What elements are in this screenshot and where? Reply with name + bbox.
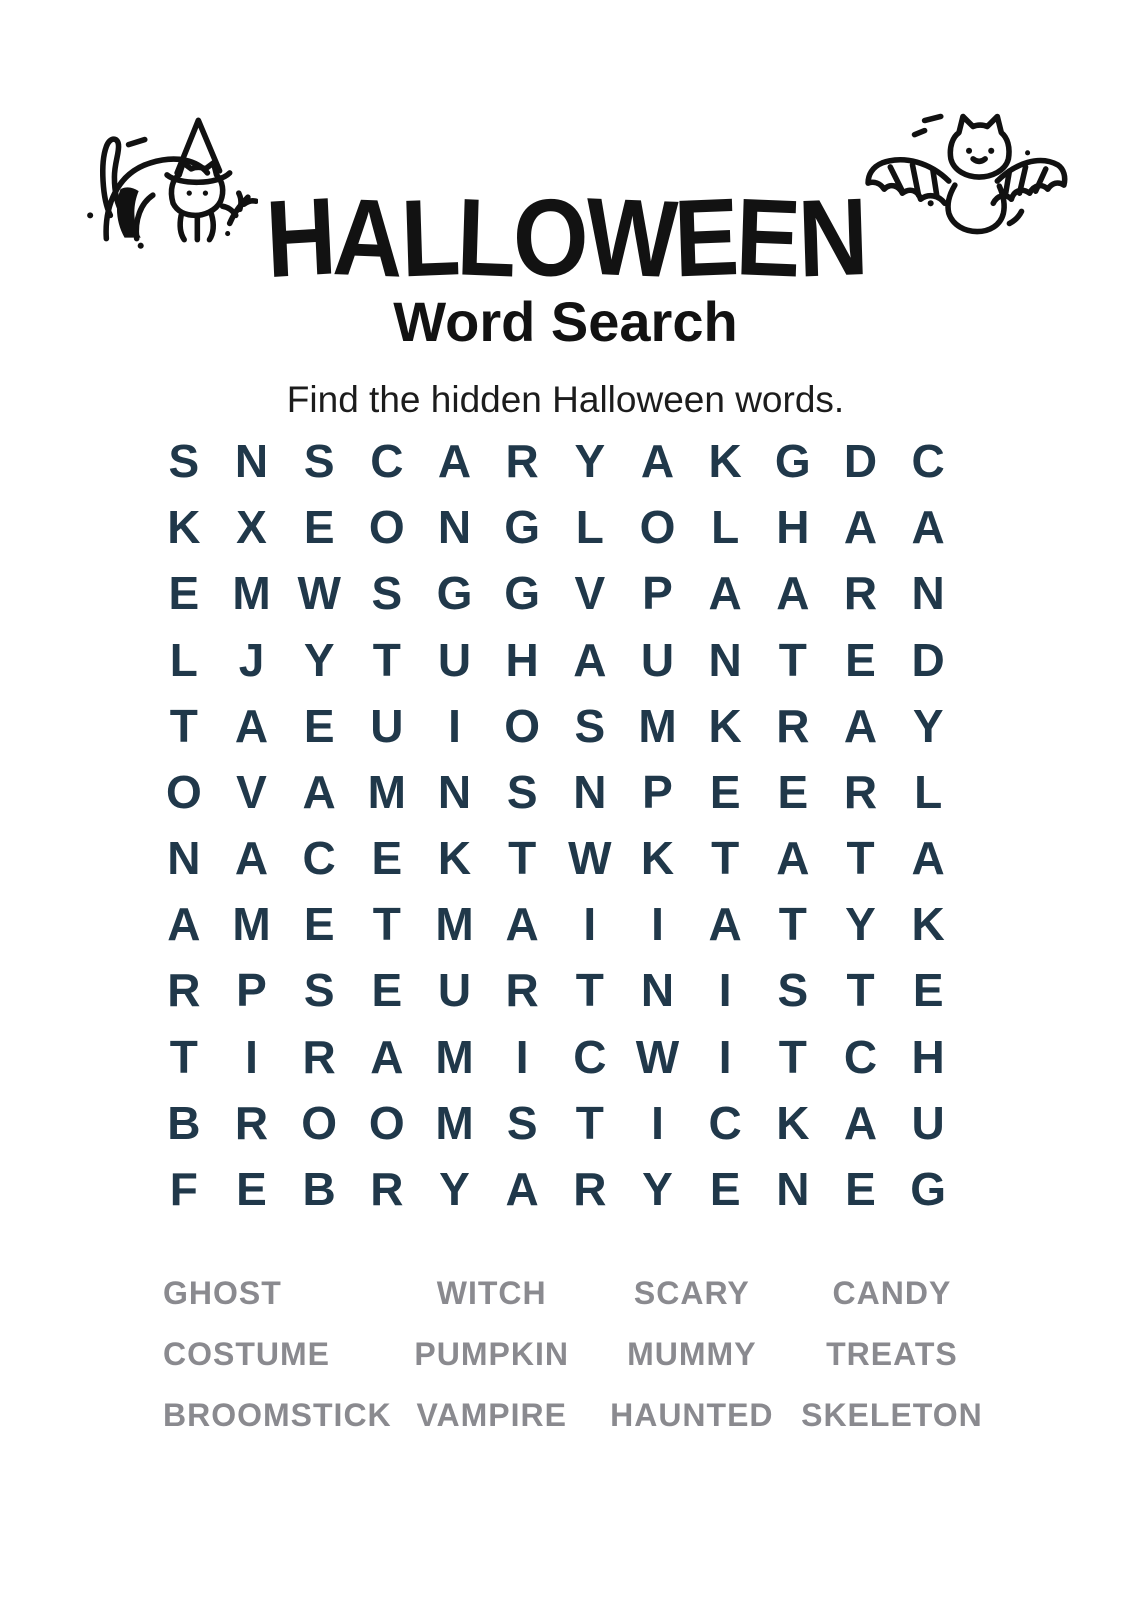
grid-letter: M [638, 699, 677, 752]
grid-letter: X [236, 501, 267, 554]
grid-letter: A [370, 1030, 404, 1083]
grid-letter: A [505, 898, 539, 951]
title-letter: W [583, 174, 676, 301]
grid-letter: O [301, 1096, 338, 1149]
grid-letter: T [575, 964, 604, 1017]
title-letter: E [733, 174, 800, 301]
grid-letter: F [169, 1162, 198, 1215]
grid-letter: L [575, 501, 604, 554]
grid-letter: S [506, 1096, 538, 1149]
grid-letter: Y [574, 435, 606, 488]
word-list-item: TREATS [826, 1335, 958, 1372]
grid-letter: E [709, 765, 741, 818]
grid-letter: N [911, 567, 945, 620]
grid-letter: C [370, 435, 404, 488]
grid-letter: R [776, 699, 810, 752]
grid-letter: O [504, 699, 541, 752]
grid-letter: A [640, 435, 675, 488]
word-list-item: SKELETON [801, 1396, 983, 1433]
grid-letter: M [232, 567, 271, 620]
grid-letter: E [371, 832, 403, 885]
grid-letter: T [169, 699, 198, 752]
grid-letter: O [368, 1096, 405, 1149]
grid-letter: I [583, 898, 597, 951]
page-title [0, 174, 1131, 301]
grid-letter: H [776, 501, 810, 554]
grid-letter: S [506, 765, 538, 818]
grid-letter: N [437, 501, 472, 554]
grid-letter: I [448, 699, 461, 752]
title-letter: L [398, 174, 459, 301]
word-list-item: SCARY [633, 1274, 750, 1311]
grid-letter: A [843, 699, 878, 752]
grid-letter: W [297, 567, 341, 620]
grid-letter: D [911, 633, 945, 686]
grid-letter: M [435, 1030, 474, 1083]
word-list-item: WITCH [436, 1274, 547, 1311]
grid-letter: Y [845, 898, 876, 951]
grid-letter: S [777, 964, 809, 1017]
grid-letter: T [169, 1030, 198, 1083]
grid-letter: E [912, 964, 944, 1017]
grid-letter: H [911, 1030, 945, 1083]
grid-letter: N [437, 765, 472, 818]
grid-letter: R [843, 567, 878, 620]
word-list [150, 1262, 992, 1445]
word-list-item: CANDY [832, 1274, 952, 1311]
grid-letter: C [708, 1096, 742, 1149]
grid-letter: T [778, 633, 807, 686]
grid-letter: T [778, 1030, 807, 1083]
grid-letter: T [372, 633, 401, 686]
grid-letter: P [236, 964, 267, 1017]
word-list-item: VAMPIRE [416, 1396, 567, 1433]
instruction-text: Find the hidden Halloween words. [286, 379, 845, 420]
grid-letter: R [505, 435, 539, 488]
grid-letter: S [168, 435, 200, 488]
grid-letter: T [711, 832, 740, 885]
grid-letter: I [718, 1030, 732, 1083]
grid-letter: O [368, 501, 405, 554]
grid-letter: M [435, 1096, 474, 1149]
grid-letter: D [843, 435, 878, 488]
word-list-item: HAUNTED [610, 1396, 774, 1433]
title-letter: H [263, 174, 337, 301]
grid-letter: I [515, 1030, 529, 1083]
grid-letter: G [774, 435, 811, 488]
grid-letter: E [777, 765, 809, 818]
grid-letter: O [165, 765, 202, 818]
grid-letter: V [574, 567, 606, 620]
grid-letter: G [436, 567, 473, 620]
grid-letter: N [708, 633, 742, 686]
grid-letter: A [505, 1162, 539, 1215]
grid-letter: E [168, 567, 200, 620]
grid-letter: O [639, 501, 676, 554]
word-list-item: COSTUME [163, 1335, 330, 1372]
grid-letter: R [234, 1096, 269, 1149]
grid-letter: M [232, 898, 271, 951]
grid-letter: U [437, 633, 472, 686]
grid-letter: T [508, 832, 537, 885]
grid-letter: G [504, 567, 541, 620]
grid-letter: N [776, 1162, 810, 1215]
grid-letter: P [642, 765, 673, 818]
grid-letter: S [574, 699, 606, 752]
grid-letter: T [575, 1096, 604, 1149]
grid-letter: U [911, 1096, 945, 1149]
grid-letter: A [776, 832, 810, 885]
grid-letter: R [573, 1162, 607, 1215]
grid-letter: R [302, 1030, 336, 1083]
title-letter: O [512, 175, 587, 300]
grid-letter: E [303, 699, 335, 752]
grid-letter: C [843, 1030, 878, 1083]
grid-letter: E [236, 1162, 267, 1215]
grid-letter: B [167, 1096, 201, 1149]
grid-letter: A [234, 832, 269, 885]
grid-letter: K [167, 501, 201, 554]
grid-letter: V [236, 765, 267, 818]
grid-letter: S [303, 964, 335, 1017]
grid-letter: M [367, 765, 406, 818]
grid-letter: I [718, 964, 732, 1017]
grid-letter: A [234, 699, 269, 752]
grid-letter: I [651, 898, 664, 951]
grid-letter: A [911, 501, 945, 554]
grid-letter: Y [439, 1162, 470, 1215]
grid-letter: K [911, 898, 945, 951]
title-letter: L [454, 174, 515, 301]
title-letter: E [672, 174, 738, 301]
grid-letter: G [910, 1162, 947, 1215]
title-letter: A [331, 174, 403, 301]
grid-letter: E [845, 633, 876, 686]
grid-letter: A [911, 832, 945, 885]
grid-letter: S [303, 435, 335, 488]
grid-letter: H [505, 633, 539, 686]
grid-letter: W [568, 832, 612, 885]
word-list-item: BROOMSTICK [163, 1396, 392, 1433]
grid-letter: C [302, 832, 336, 885]
grid-letter: P [642, 567, 673, 620]
grid-letter: C [911, 435, 945, 488]
grid-letter: E [709, 1162, 741, 1215]
grid-letter: I [651, 1096, 664, 1149]
word-list-item: PUMPKIN [414, 1335, 569, 1372]
grid-letter: R [167, 964, 201, 1017]
grid-letter: E [371, 964, 403, 1017]
word-list-item: MUMMY [627, 1335, 757, 1372]
grid-letter: T [778, 898, 807, 951]
grid-letter: A [302, 765, 336, 818]
page-subtitle: Word Search [393, 290, 738, 354]
grid-letter: E [845, 1162, 876, 1215]
grid-letter: N [234, 435, 269, 488]
grid-letter: A [167, 898, 201, 951]
grid-letter: Y [642, 1162, 673, 1215]
grid-letter: L [914, 765, 943, 818]
grid-letter: K [708, 435, 742, 488]
grid-letter: L [169, 633, 198, 686]
grid-letter: S [371, 567, 403, 620]
grid-letter: R [370, 1162, 404, 1215]
grid-letter: A [708, 567, 742, 620]
grid-letter: N [573, 765, 607, 818]
grid-letter: A [708, 898, 742, 951]
grid-letter: R [505, 964, 539, 1017]
grid-letter: A [843, 501, 878, 554]
grid-letter: T [846, 964, 875, 1017]
grid-letter: K [437, 832, 472, 885]
grid-letter: A [573, 633, 607, 686]
grid-letter: A [437, 435, 472, 488]
grid-letter: A [776, 567, 810, 620]
grid-letter: L [711, 501, 740, 554]
grid-letter: M [435, 898, 474, 951]
grid-letter: G [504, 501, 541, 554]
grid-letter: Y [912, 699, 944, 752]
grid-letter: R [843, 765, 878, 818]
grid-letter: T [372, 898, 401, 951]
grid-letter: U [437, 964, 472, 1017]
grid-letter: J [238, 633, 265, 686]
word-search-grid [150, 428, 962, 1222]
grid-letter: C [573, 1030, 607, 1083]
grid-letter: K [640, 832, 675, 885]
grid-letter: U [640, 633, 675, 686]
word-list-item: GHOST [163, 1274, 282, 1311]
grid-letter: I [245, 1030, 258, 1083]
grid-letter: N [640, 964, 675, 1017]
grid-letter: E [303, 898, 335, 951]
grid-letter: T [846, 832, 875, 885]
grid-letter: U [370, 699, 404, 752]
grid-letter: W [635, 1030, 680, 1083]
title-letter: N [795, 174, 867, 301]
grid-letter: K [708, 699, 742, 752]
grid-letter: K [776, 1096, 810, 1149]
grid-letter: A [843, 1096, 878, 1149]
grid-letter: N [167, 832, 201, 885]
grid-letter: B [302, 1162, 336, 1215]
grid-letter: Y [303, 633, 335, 686]
grid-letter: E [303, 501, 335, 554]
